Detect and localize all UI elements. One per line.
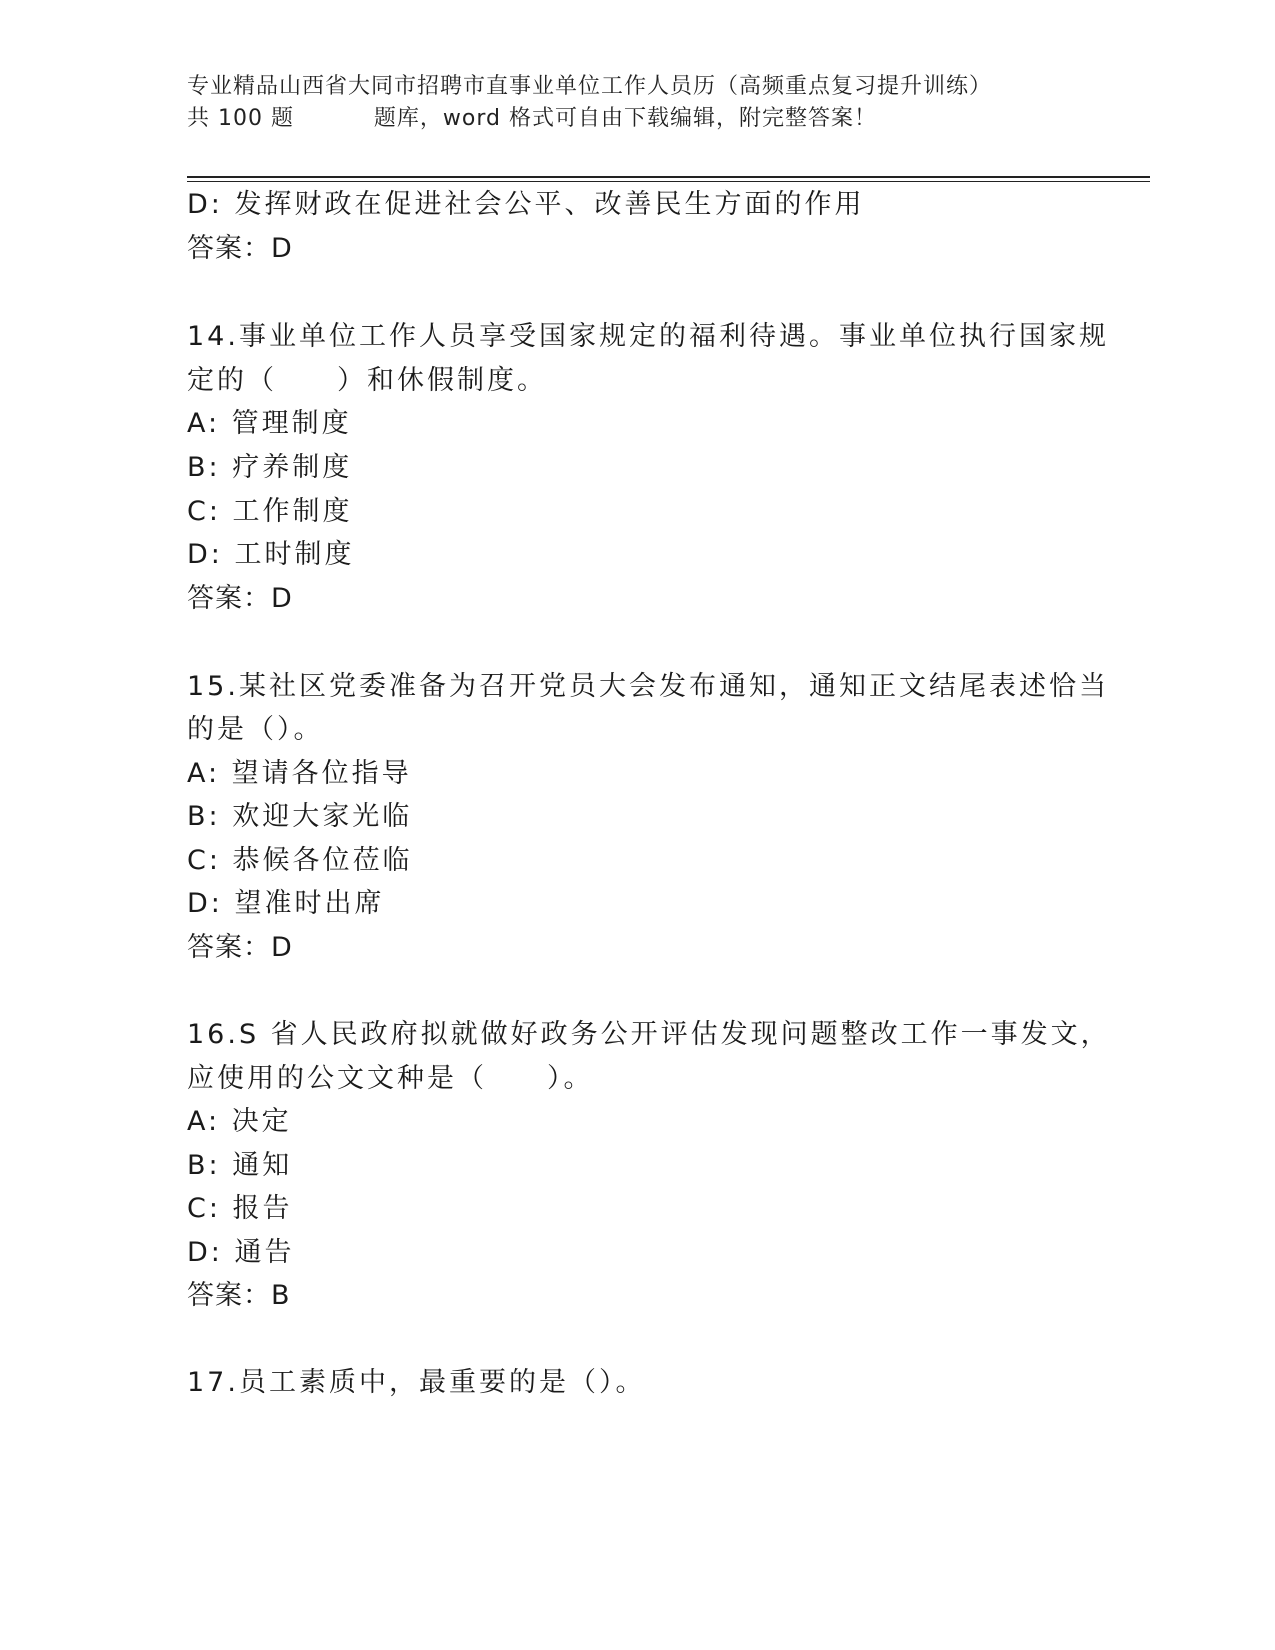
option-b: B: 疗养制度: [187, 452, 353, 483]
header-rule-thick: [187, 176, 1150, 178]
header-rule-thin: [187, 181, 1150, 182]
option-b: B: 通知: [187, 1150, 293, 1181]
question-text: 16.S 省人民政府拟就做好政务公开评估发现问题整改工作一事发文，: [187, 1019, 1111, 1050]
question-text: 的是（）。: [187, 714, 324, 745]
question-text: 14.事业单位工作人员享受国家规定的福利待遇。事业单位执行国家规: [187, 321, 1109, 352]
header-title-line: 专业精品山西省大同市招聘市直事业单位工作人员历（高频重点复习提升训练）: [187, 74, 993, 99]
option-d: D: 望准时出席: [187, 888, 385, 919]
header-subtitle-line: 共 100 题 题库，word 格式可自由下载编辑，附完整答案！: [187, 106, 877, 131]
option-c: C: 恭候各位莅临: [187, 845, 413, 876]
q13-answer: 答案：D: [187, 233, 293, 264]
q13-option-d: D: 发挥财政在促进社会公平、改善民生方面的作用: [187, 189, 865, 220]
answer: 答案：B: [187, 1280, 291, 1311]
option-c: C: 工作制度: [187, 496, 353, 527]
answer: 答案：D: [187, 932, 293, 963]
option-c: C: 报告: [187, 1193, 293, 1224]
option-a: A: 望请各位指导: [187, 758, 412, 789]
question-text: 17.员工素质中，最重要的是（）。: [187, 1367, 646, 1398]
option-b: B: 欢迎大家光临: [187, 801, 413, 832]
option-a: A: 决定: [187, 1106, 292, 1137]
option-a: A: 管理制度: [187, 408, 352, 439]
question-text: 定的（ ）和休假制度。: [187, 365, 547, 396]
question-text: 15.某社区党委准备为召开党员大会发布通知，通知正文结尾表述恰当: [187, 671, 1109, 702]
option-d: D: 通告: [187, 1237, 295, 1268]
option-d: D: 工时制度: [187, 539, 355, 570]
question-text: 应使用的公文文种是（ ）。: [187, 1063, 594, 1094]
answer: 答案：D: [187, 583, 293, 614]
